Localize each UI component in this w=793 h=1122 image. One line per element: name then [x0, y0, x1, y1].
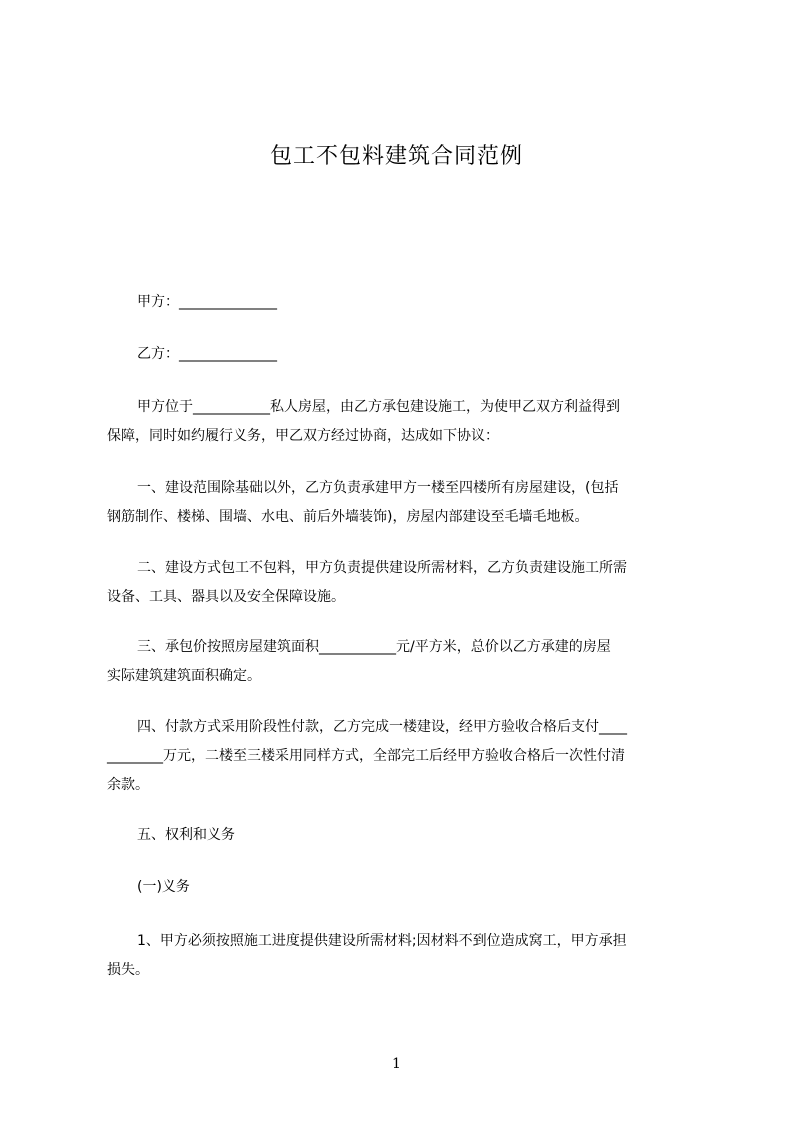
- clause-3-line-1: 三、承包价按照房屋建筑面积___________元/平方米，总价以乙方承建的房屋: [137, 639, 611, 655]
- party-a-line: [107, 288, 700, 317]
- clause-5-text: 五、权利和义务: [137, 827, 235, 843]
- clause-1-paragraph: [107, 474, 700, 532]
- clause-2-line-2: 设备、工具、器具以及安全保障设施。: [107, 589, 345, 605]
- clause-3-line-2: 实际建筑建筑面积确定。: [107, 668, 261, 684]
- party-a-text: 甲方：______________: [137, 294, 277, 310]
- party-b-line: [107, 340, 700, 369]
- clause-4-line-1: 四、付款方式采用阶段性付款，乙方完成一楼建设，经甲方验收合格后支付____: [137, 719, 627, 735]
- preamble-line-2: 保障，同时如约履行义务，甲乙双方经过协商，达成如下协议：: [107, 428, 499, 444]
- clause-2-paragraph: [107, 554, 700, 612]
- item-1-paragraph: [107, 927, 700, 985]
- clause-1-line-1: 一、建设范围除基础以外，乙方负责承建甲方一楼至四楼所有房屋建设，(包括: [137, 480, 619, 496]
- party-b-text: 乙方：______________: [137, 346, 277, 362]
- subheading-obligations: [107, 873, 700, 902]
- clause-5-heading: [107, 821, 700, 850]
- item-1-line-1: 1、甲方必须按照施工进度提供建设所需材料;因材料不到位造成窝工，甲方承担: [137, 933, 627, 949]
- preamble-line-1: 甲方位于___________私人房屋，由乙方承包建设施工，为使甲乙双方利益得到: [137, 399, 620, 415]
- preamble-paragraph: [107, 393, 700, 451]
- clause-3-paragraph: [107, 633, 700, 691]
- subheading-obligations-text: (一)义务: [137, 879, 190, 895]
- clause-4-line-3: 余款。: [107, 777, 149, 793]
- clause-4-paragraph: [107, 713, 700, 800]
- page-number: 1: [392, 1056, 401, 1072]
- clause-2-line-1: 二、建设方式包工不包料，甲方负责提供建设所需材料，乙方负责建设施工所需: [137, 560, 627, 576]
- clause-4-line-2: ________万元，二楼至三楼采用同样方式，全部完工后经甲方验收合格后一次性付清: [107, 748, 625, 764]
- document-title: 包工不包料建筑合同范例: [269, 144, 523, 169]
- item-1-line-2: 损失。: [107, 962, 149, 978]
- clause-1-line-2: 钢筋制作、楼梯、围墙、水电、前后外墙装饰)，房屋内部建设至毛墙毛地板。: [107, 509, 589, 525]
